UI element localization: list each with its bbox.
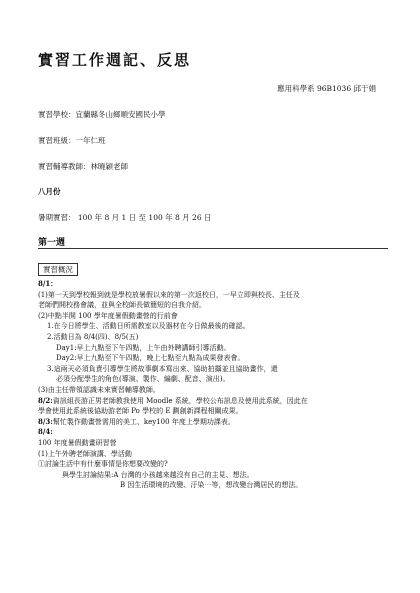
date-label: 8/2:: [38, 395, 53, 405]
date-label: 8/3:: [38, 416, 53, 426]
journal-body: [38, 279, 388, 491]
journal-line: 必須分配學生的角色(導演、製作、編劇、配音、演出)。: [56, 375, 230, 384]
journal-line: 100 年度暑假動畫研習營: [38, 438, 117, 447]
journal-line: B 因生活環境的改變、汙染⋯等，想改變台灣居民的想法。: [120, 481, 303, 490]
journal-line: 8/3:幫忙製作動畫營需用的美工、key100 年度上學期功課表。: [38, 416, 235, 426]
school-line: 實習學校：宜蘭縣冬山鄉順安國民小學: [38, 110, 166, 119]
journal-line: (2)中點半開 100 學年度暑假動畫營的行前會: [38, 311, 178, 320]
journal-line: 3.這兩天必須負責引導學生將故事劇本寫出來、協助拍攝並且協助畫作，還: [47, 364, 278, 373]
journal-line: Day1:早上九點至下午四點，上午由外聘講師引導活動。: [56, 343, 231, 352]
mentor-line: 實習輔導教師：林曉穎老師: [38, 162, 128, 171]
journal-line: 老師們開校務會議，並與全校師長做簡短的自我介紹。: [38, 301, 206, 310]
period-line: 暑期實習： 100 年 8 月 1 日 至 100 年 8 月 26 日: [38, 213, 212, 222]
journal-line: ①討論生活中有什麼事情是你想要改變的?: [38, 460, 168, 469]
journal-line: 1.在今日將學生、活動日所需教室以及器材在今日做最後的確認。: [47, 322, 250, 331]
journal-line: (1)第一天到學校報到就是學校放暑假以來的第一次返校日，一早立即與校長、主任及: [38, 290, 300, 299]
journal-line: 8/1：: [38, 279, 58, 288]
journal-line: Day2:早上九點至下午四點，晚上七點至九點為成果發表會。: [56, 354, 245, 363]
journal-line: 與學生討論結果:A 台灣的小孩越來越沒有自己的主見、想法。: [62, 470, 254, 479]
heading-rule: [38, 248, 388, 249]
document-title: 實習工作週記、反思: [38, 51, 192, 69]
week-heading: 第一週: [38, 238, 66, 248]
journal-line: 8/4:: [38, 427, 53, 437]
journal-line: 學會使用此系統後協助游老師 Po 學校的 E 劃創新課程相關成果。: [38, 407, 243, 416]
journal-line: 8/2:資訊組長游正男老師教我使用 Moodle 系統，學校公布訊息及使用此系統，因此在: [38, 395, 308, 405]
journal-line: 2.活動日為 8/4(四)、8/5(五): [47, 332, 139, 341]
author-line: 應用科學系 96B1036 邱于娟: [277, 84, 376, 93]
grade-line: 實習班級：一年仁班: [38, 136, 106, 145]
month-heading: 八月份: [38, 187, 61, 196]
journal-line: (3)由主任帶領認識未來實習輔導教師。: [38, 385, 160, 394]
journal-line: (1)上午外聘老師演講、學活動: [38, 449, 132, 458]
overview-box-label: 實習概況: [38, 263, 78, 276]
